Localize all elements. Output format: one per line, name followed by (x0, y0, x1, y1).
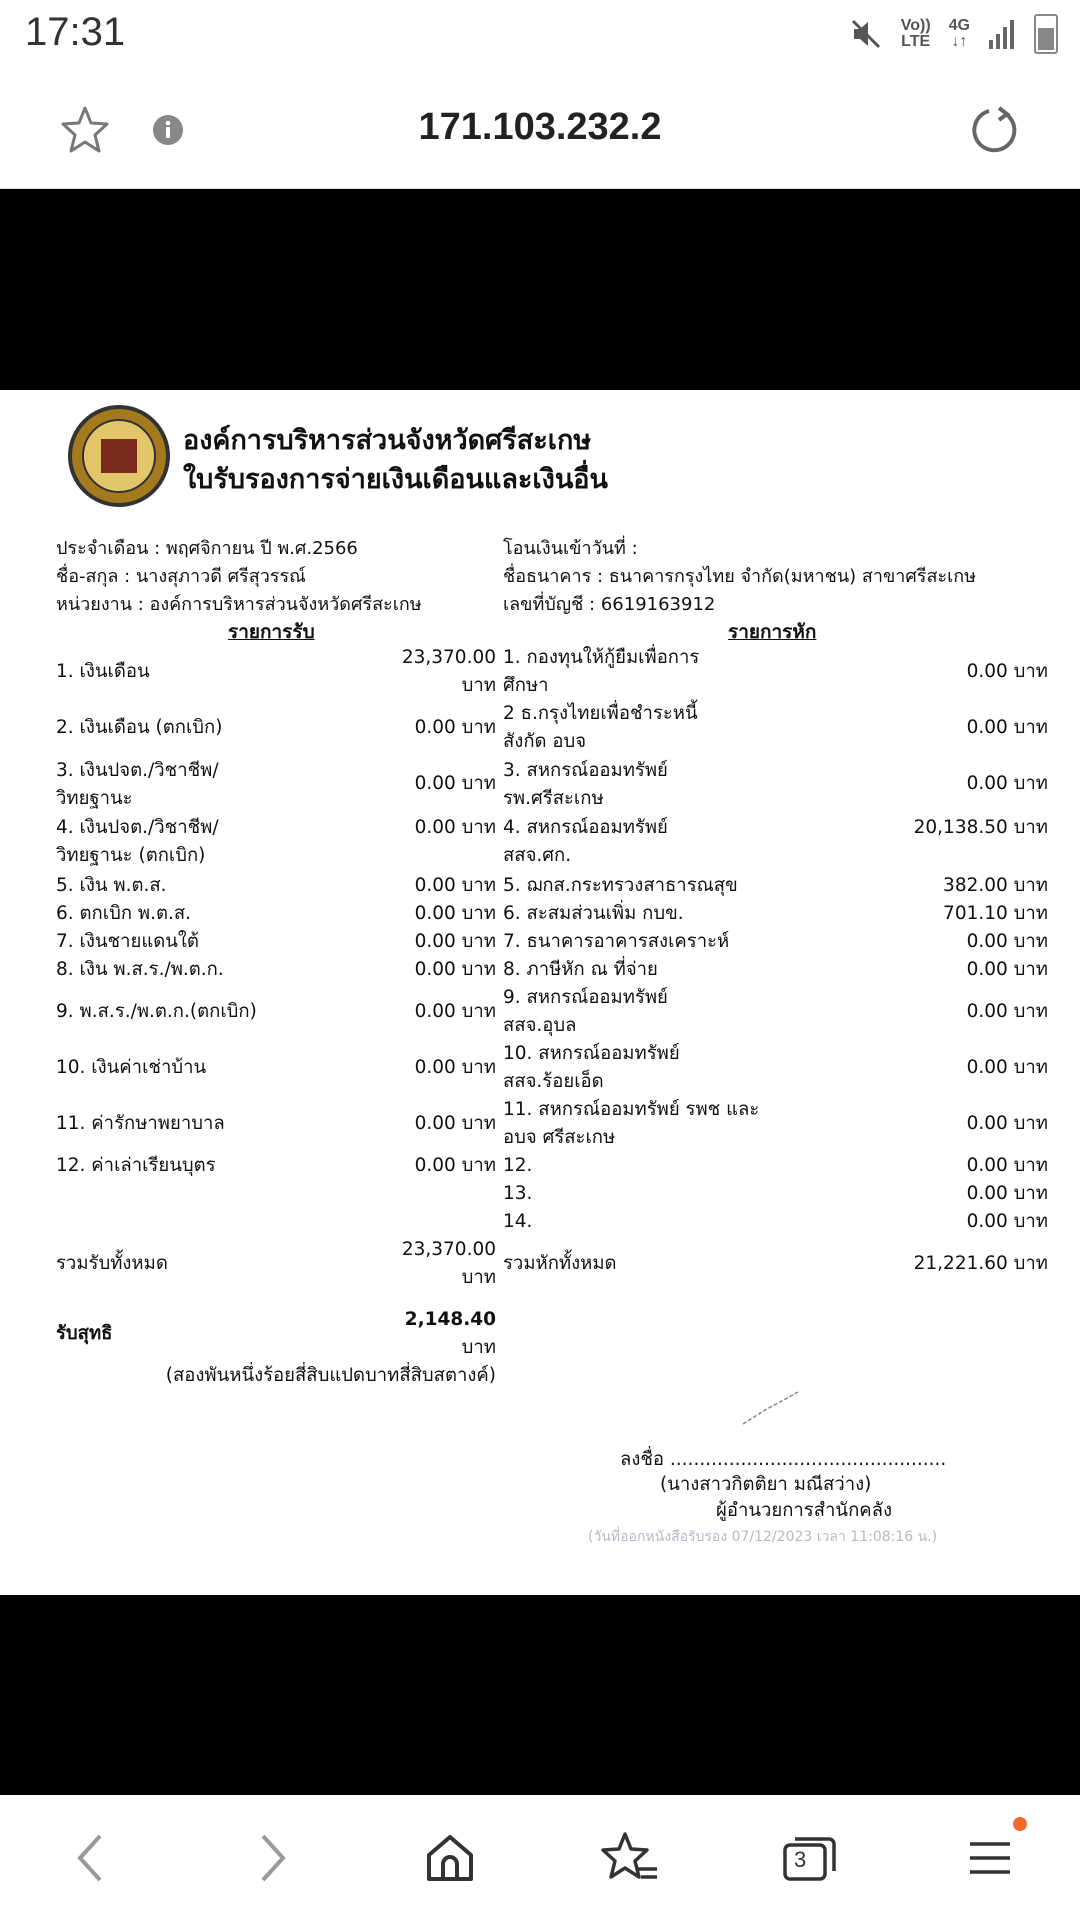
menu-button[interactable] (955, 1823, 1025, 1893)
menu-notification-dot (1013, 1817, 1027, 1831)
salary-certificate-document: องค์การบริหารส่วนจังหวัดศรีสะเกษ ใบรับรองการจ่ายเงินเดือนและเงินอื่น ประจำเดือน : พฤศจิกายน ปี พ.ศ.2566 ชื่อ-สกุล : นางสุภาวดี ศรีสุวรรณ์ หน่วยงาน : องค์การบริหารส่วนจังหวัดศรีสะเกษ โอนเงินเข้าวันที่ : ชื่อธนาคาร : ธนาคารกรุงไทย จำกัด(มหาชน) สาขาศรีสะเกษ เลขที่บัญชี : 6619163912 รายการรับ รายการหัก 1. เงินเดือน 23,370.00 บาท 2. เงินเดือน (ตกเบิก) 0.00 บาท 3. เงินปจต./วิชาชีพ/ วิทยฐานะ 0.00 บาท 4. เงินปจต./วิชาชีพ/ วิทยฐานะ (ตกเบิก) 0.00 บาท 5. เงิน พ.ต.ส. 0.00 บาท 6. ตกเบิก พ.ต.ส. 0.00 บาท 7. เงินชายแดนใต้ 0.00 บาท 8. เงิน พ.ส.ร./พ.ต.ก. 0.00 บาท 9. พ.ส.ร./พ.ต.ก.(ตกเบิก) 0.00 บาท 10. เงินค่าเช่าบ้าน 0.00 บาท 11. ค่ารักษาพยาบาล 0.00 บาท 12. ค่าเล่าเรียนบุตร 0.00 บาท 1. กองทุนให้กู้ยืมเพื่อการ ศึกษา 0.00 บาท 2 ธ.กรุงไทยเพื่อชำระหนี้ สังกัด อบจ 0.00 บาท 3. สหกรณ์ออมทรัพย์ รพ.ศรีสะเกษ 0.00 บาท 4. สหกรณ์ออมทรัพย์ สสจ.ศก. 20,138.50 บาท 5. ฌกส.กระทรวงสาธารณสุข 382.00 บาท 6. สะสมส่วนเพิ่ม กบข. 701.10 บาท 7. ธนาคารอาคารสงเคราะห์ 0.00 บาท 8. ภาษีหัก ณ ที่จ่าย 0.00 บาท 9. สหกรณ์ออมทรัพย์ สสจ.อุบล 0.00 บาท 10. สหกรณ์ออมทรัพย์ สสจ.ร้อยเอ็ด 0.00 บาท 11. สหกรณ์ออมทรัพย์ รพช และอบจ ศรีสะเกษ 0.00 บาท 12. 0.00 บาท 13. 0.00 บาท 14. 0.00 บาท รวมรับทั้งหมด 23,370.00 บาท รวมหักทั้งหมด 21,221.60 บาท รับสุทธิ 2,148.40 บาท (สองพันหนึ่งร้อยสี่สิบแปดบาทสี่สิบสตางค์) ลงชื่อ ............................................... (นางสาวกิตติยา มณีสว่าง) ผู้อำนวยการสำนักคลัง (วันที่ออกหนังสือรับรอง 07/12/2023 เวลา 11:08:16 น.) (0, 390, 1080, 1595)
signal-icon (988, 18, 1016, 50)
home-button[interactable] (415, 1823, 485, 1893)
transfer-date-line: โอนเงินเข้าวันที่ : (503, 538, 638, 559)
volte-indicator: Vo)) LTE (900, 17, 931, 50)
name-line: ชื่อ-สกุล : นางสุภาวดี ศรีสุวรรณ์ (56, 566, 306, 587)
home-icon (423, 1831, 477, 1885)
url-text[interactable]: 171.103.232.2 (418, 106, 662, 148)
signer-title: ผู้อำนวยการสำนักคลัง (716, 1500, 893, 1521)
chevron-left-icon (70, 1830, 110, 1886)
hamburger-menu-icon (966, 1836, 1014, 1880)
month-line: ประจำเดือน : พฤศจิกายน ปี พ.ศ.2566 (56, 538, 358, 559)
back-button[interactable] (55, 1823, 125, 1893)
net-pay-row: รับสุทธิ 2,148.40 บาท (สองพันหนึ่งร้อยสี่สิบแปดบาทสี่สิบสตางค์) (56, 1309, 496, 1386)
mute-icon (849, 17, 883, 51)
sign-line: ลงชื่อ ............................................... (620, 1449, 947, 1470)
battery-icon (1034, 14, 1058, 54)
org-name: องค์การบริหารส่วนจังหวัดศรีสะเกษ (183, 425, 592, 456)
reload-icon[interactable] (965, 100, 1025, 160)
document-title: ใบรับรองการจ่ายเงินเดือนและเงินอื่น (183, 464, 608, 495)
income-header: รายการรับ (228, 621, 315, 643)
total-income-row: รวมรับทั้งหมด 23,370.00 บาท (56, 1239, 496, 1288)
income-row: 1. เงินเดือน 23,370.00 บาท (56, 647, 496, 696)
signature-scribble (740, 1388, 810, 1428)
forward-button[interactable] (238, 1823, 308, 1893)
tab-count: 3 (794, 1847, 807, 1872)
status-bar (0, 0, 1080, 70)
department-line: หน่วยงาน : องค์การบริหารส่วนจังหวัดศรีสะเกษ (56, 594, 422, 615)
chevron-right-icon (253, 1830, 293, 1886)
bank-line: ชื่อธนาคาร : ธนาคารกรุงไทย จำกัด(มหาชน) สาขาศรีสะเกษ (503, 566, 977, 587)
tabs-icon (781, 1833, 839, 1883)
deduction-header: รายการหัก (728, 621, 817, 643)
status-icons (849, 12, 1058, 56)
bookmarks-button[interactable] (595, 1823, 665, 1893)
issue-timestamp: (วันที่ออกหนังสือรับรอง 07/12/2023 เวลา 11:08:16 น.) (588, 1529, 938, 1545)
network-type-indicator: 4G ↓↑ (948, 17, 970, 50)
status-time: 17:31 (25, 10, 126, 54)
signer-name: (นางสาวกิตติยา มณีสว่าง) (660, 1474, 872, 1495)
tabs-button[interactable] (775, 1823, 845, 1893)
bookmarks-star-icon (601, 1831, 659, 1885)
org-logo (68, 405, 170, 507)
browser-bottom-nav (0, 1795, 1080, 1920)
account-line: เลขที่บัญชี : 6619163912 (503, 594, 716, 615)
browser-url-bar (0, 70, 1080, 189)
